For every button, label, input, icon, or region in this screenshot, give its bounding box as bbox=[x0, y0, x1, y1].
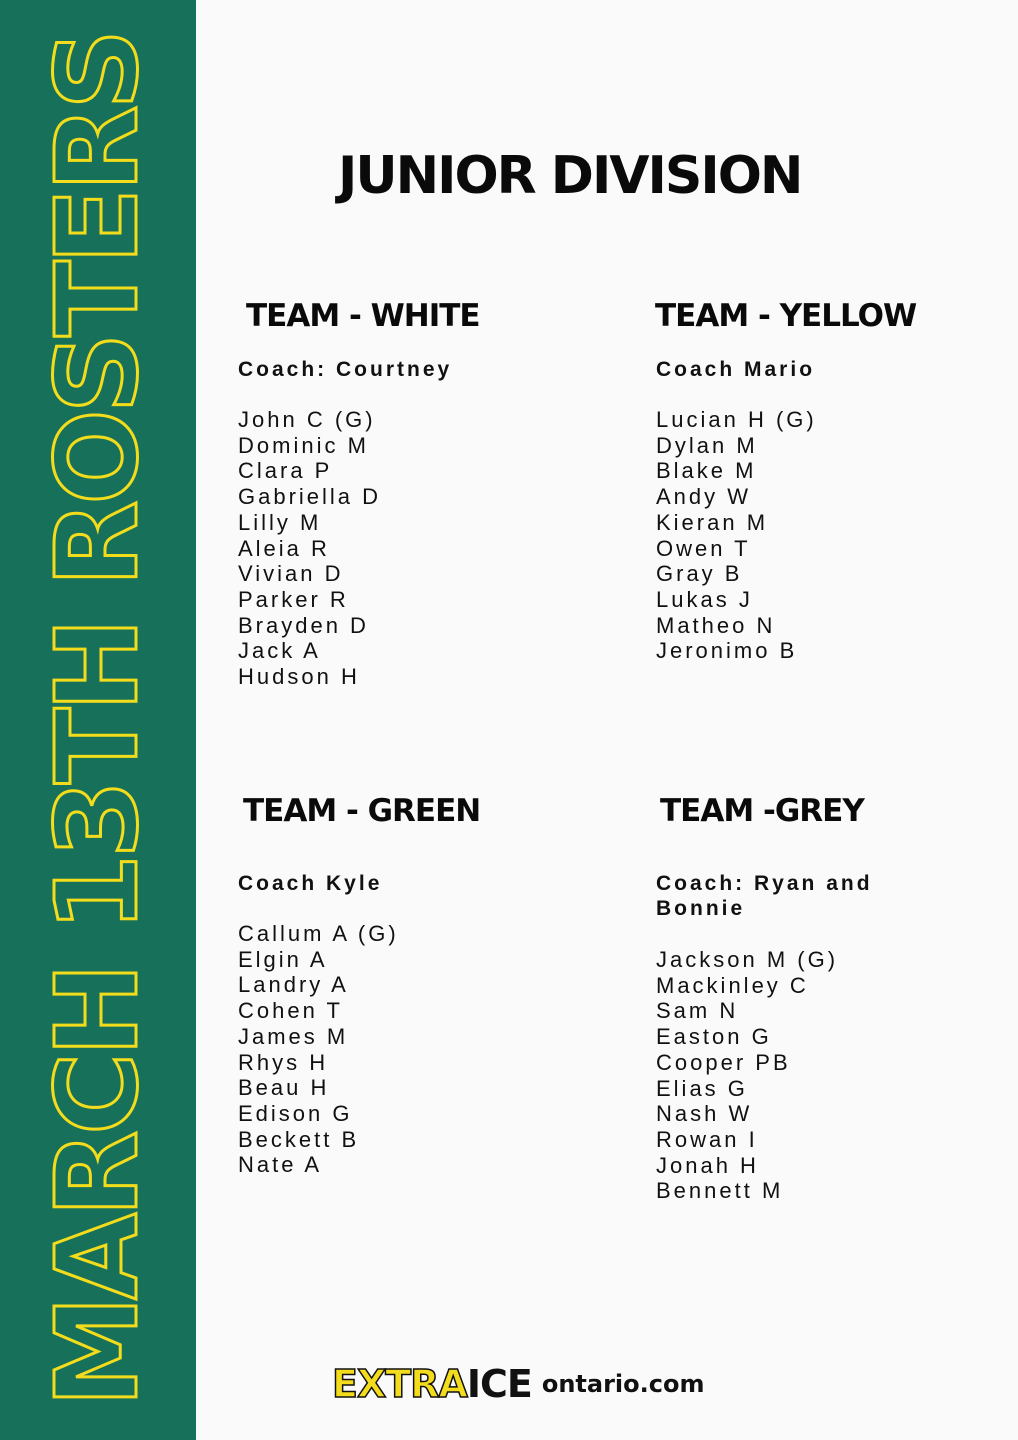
player-item: Gabriella D bbox=[238, 484, 382, 510]
player-item: Nash W bbox=[656, 1101, 753, 1127]
player-item: Cooper PB bbox=[656, 1049, 791, 1075]
player-list bbox=[656, 407, 817, 664]
player-item: Mackinley C bbox=[656, 972, 809, 998]
brand-logo bbox=[332, 1362, 532, 1406]
team-name: TEAM - GREEN bbox=[243, 793, 481, 829]
player-item: John C (G) bbox=[238, 407, 376, 432]
player-item: Parker R bbox=[238, 586, 349, 612]
player-item: Jack A bbox=[238, 638, 321, 664]
player-item: Jonah H bbox=[656, 1152, 759, 1178]
player-item: Dominic M bbox=[238, 432, 369, 458]
player-item: Rowan I bbox=[656, 1126, 758, 1152]
player-item: Vivian D bbox=[238, 561, 344, 587]
team-white bbox=[246, 298, 576, 334]
footer-logo bbox=[332, 1362, 704, 1406]
logo-extra: EXTRA bbox=[332, 1362, 467, 1406]
player-item: Beckett B bbox=[238, 1126, 360, 1152]
player-item: Hudson H bbox=[238, 664, 360, 690]
player-item: Blake M bbox=[656, 458, 757, 484]
player-item: Gray B bbox=[656, 561, 743, 587]
player-item: Nate A bbox=[238, 1152, 323, 1178]
team-green bbox=[243, 793, 573, 829]
player-item: Edison G bbox=[238, 1100, 353, 1126]
sidebar bbox=[0, 0, 196, 1440]
player-item: Lilly M bbox=[238, 509, 322, 535]
player-item: Elgin A bbox=[238, 946, 328, 972]
player-item: Jackson M (G) bbox=[656, 947, 839, 972]
player-list bbox=[238, 921, 399, 1178]
player-item: Aleia R bbox=[238, 535, 330, 561]
logo-ice: ICE bbox=[466, 1362, 532, 1406]
player-list bbox=[656, 947, 838, 1204]
player-item: Cohen T bbox=[238, 998, 343, 1024]
player-item: Rhys H bbox=[238, 1049, 329, 1075]
team-name: TEAM - WHITE bbox=[246, 298, 480, 334]
player-item: Owen T bbox=[656, 535, 751, 561]
team-name: TEAM -GREY bbox=[660, 793, 864, 829]
player-item: Bennett M bbox=[656, 1178, 784, 1204]
player-item: Elias G bbox=[656, 1075, 748, 1101]
page-title: JUNIOR DIVISION bbox=[338, 146, 802, 206]
player-item: James M bbox=[238, 1023, 349, 1049]
player-item: Landry A bbox=[238, 972, 349, 998]
player-list bbox=[238, 407, 381, 690]
player-item: Sam N bbox=[656, 998, 739, 1024]
player-item: Easton G bbox=[656, 1024, 772, 1050]
coach-name: Coach: Ryan and Bonnie bbox=[656, 872, 873, 920]
player-item: Lucian H (G) bbox=[656, 407, 817, 432]
player-item: Brayden D bbox=[238, 612, 369, 638]
player-item: Callum A (G) bbox=[238, 921, 399, 946]
team-grey bbox=[660, 793, 990, 829]
player-item: Clara P bbox=[238, 458, 333, 484]
coach-name: Coach Kyle bbox=[238, 872, 383, 895]
team-name: TEAM - YELLOW bbox=[655, 298, 917, 334]
player-item: Matheo N bbox=[656, 612, 776, 638]
player-item: Beau H bbox=[238, 1075, 330, 1101]
sidebar-title: MARCH 13TH ROSTERS bbox=[33, 32, 163, 1408]
player-item: Dylan M bbox=[656, 432, 758, 458]
coach-name: Coach Mario bbox=[656, 358, 816, 381]
team-yellow bbox=[655, 298, 985, 334]
player-item: Jeronimo B bbox=[656, 638, 798, 664]
player-item: Kieran M bbox=[656, 509, 769, 535]
coach-name: Coach: Courtney bbox=[238, 358, 453, 381]
player-item: Andy W bbox=[656, 484, 752, 510]
site-domain: ontario.com bbox=[541, 1370, 705, 1398]
player-item: Lukas J bbox=[656, 586, 753, 612]
